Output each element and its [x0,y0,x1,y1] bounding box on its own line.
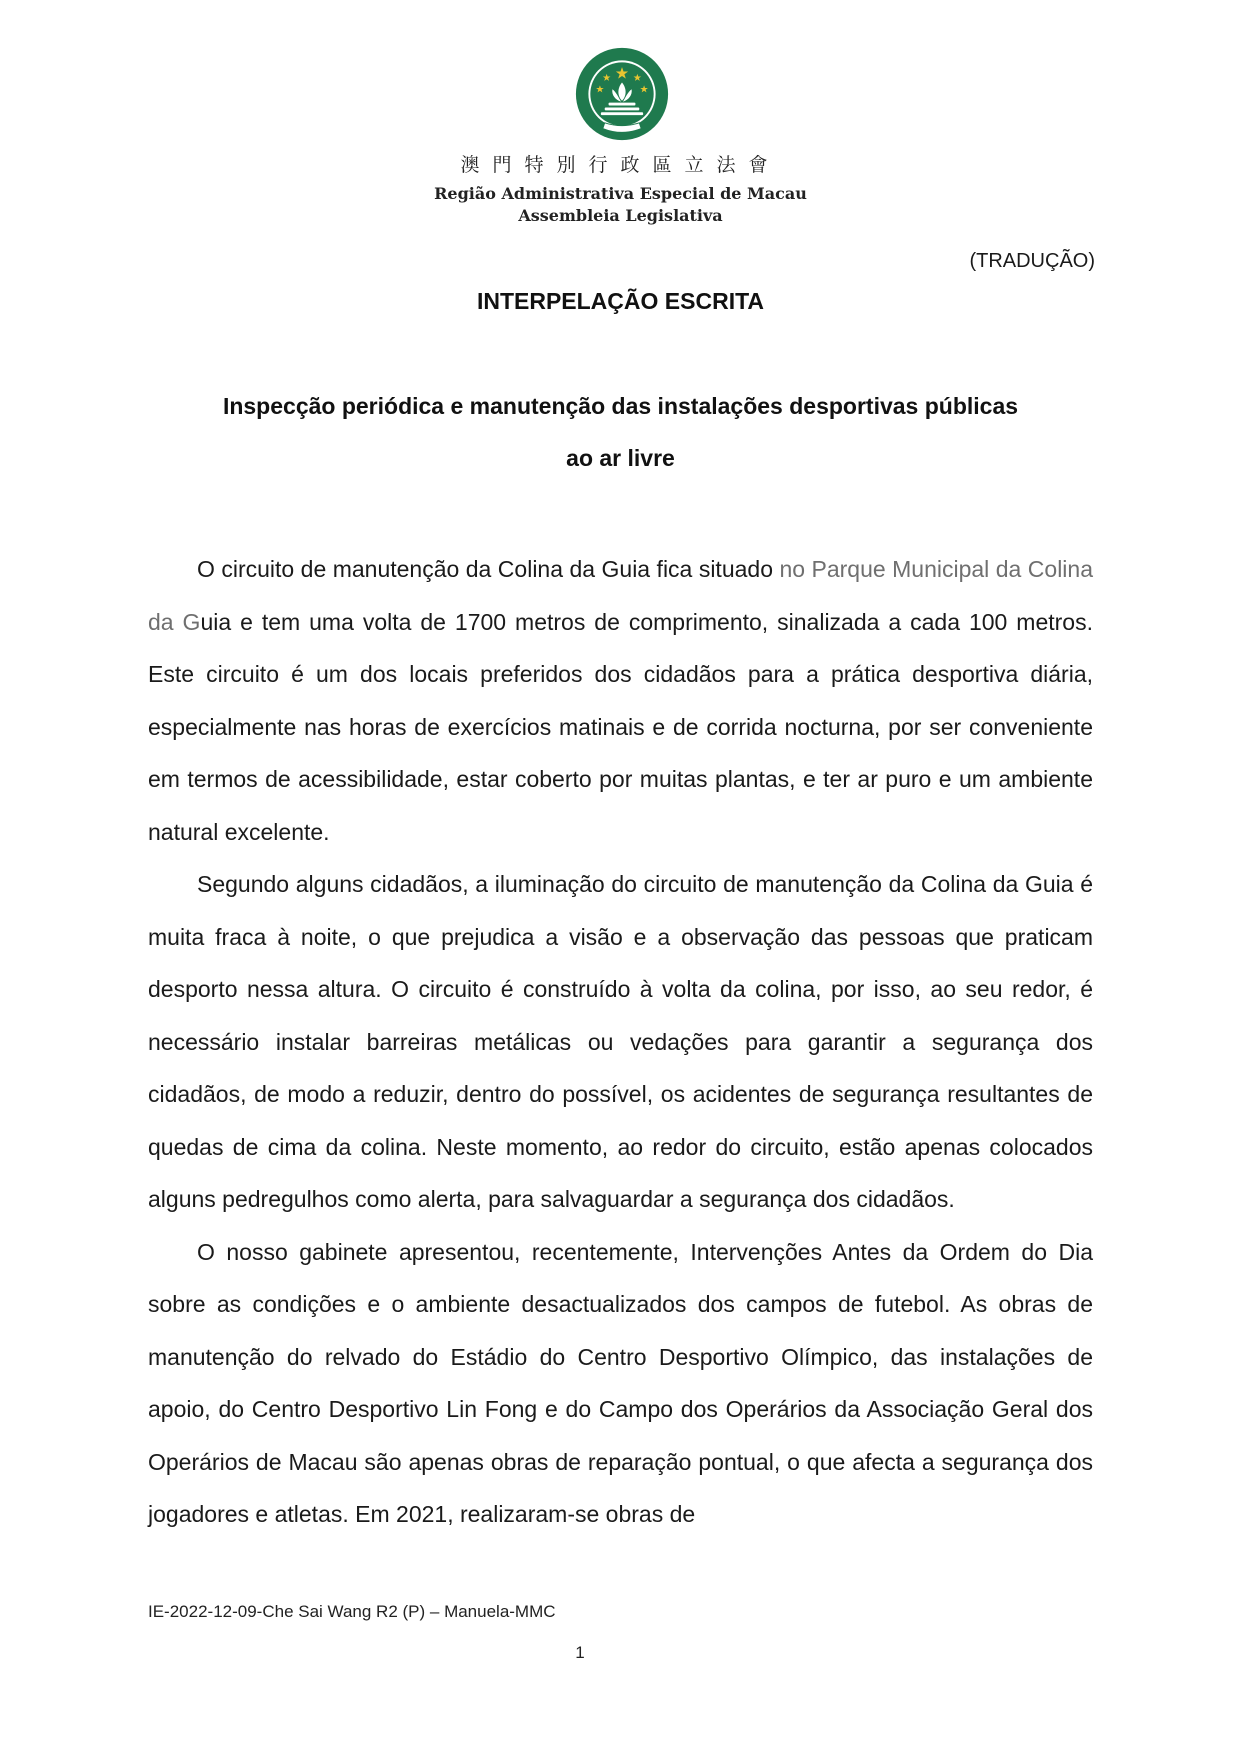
translation-note: (TRADUÇÃO) [969,250,1095,272]
page-number: 1 [575,1643,585,1662]
paragraph-2: Segundo alguns cidadãos, a iluminação do circuito de manutenção da Colina da Guia é muita fraca à noite, o que prejudica a visão e a observação das pessoas que praticam desporto nessa altura. O circuito é construído à volta da colina, por isso, ao seu redor, é necessário instalar barreiras metálicas ou vedações para garantir a segurança dos cidadãos, de modo a reduzir, dentro do possível, os acidentes de segurança resultantes de quedas de cima da colina. Neste momento, ao redor do circuito, estão apenas colocados alguns pedregulhos como alerta, para salvaguardar a segurança dos cidadãos. [148,871,1093,1212]
paragraph-1-part-a: O circuito de manutenção da Colina da Guia fica situado [197,556,780,582]
subject-line-1: Inspecção periódica e manutenção das instalações desportivas públicas [222,393,1019,419]
paragraph-1-part-b: uia e tem uma volta de 1700 metros de comprimento, sinalizada a cada 100 metros. Este circuito é um dos locais preferidos dos cidadãos para a prática desportiva diária, especialmente nas horas de exercícios matinais e de corrida nocturna, por ser conveniente em termos de acessibilidade, estar coberto por muitas plantas, e ter ar puro e um ambiente natural excelente. [148,608,1093,845]
paragraph-3: O nosso gabinete apresentou, recentemente, Intervenções Antes da Ordem do Dia sobre as condições e o ambiente desactualizados dos campos de futebol. As obras de manutenção do relvado do Estádio do Centro Desportivo Olímpico, das instalações de apoio, do Centro Desportivo Lin Fong e do Campo dos Operários da Associação Geral dos Operários de Macau são apenas obras de reparação pontual, o que afecta a segurança dos jogadores e atletas. Em 2021, realizaram-se obras de [148,1238,1093,1527]
subject-line-2: ao ar livre [566,445,675,471]
institution-name: Assembleia Legislativa [518,206,723,225]
paragraph-1 [148,543,1093,858]
document-title: INTERPELAÇÃO ESCRITA [476,288,765,314]
footer-reference: IE-2022-12-09-Che Sai Wang R2 (P) – Manuela-MMC [148,1602,556,1621]
region-name: Região Administrativa Especial de Macau [434,184,807,203]
chinese-institution-name: 澳門特別行政區立法會 [460,154,781,176]
body-text [148,543,1093,1541]
macau-emblem-icon [574,46,670,142]
paragraph-1-grey-part: no Parque Municipal da Colina da G [148,556,1093,635]
